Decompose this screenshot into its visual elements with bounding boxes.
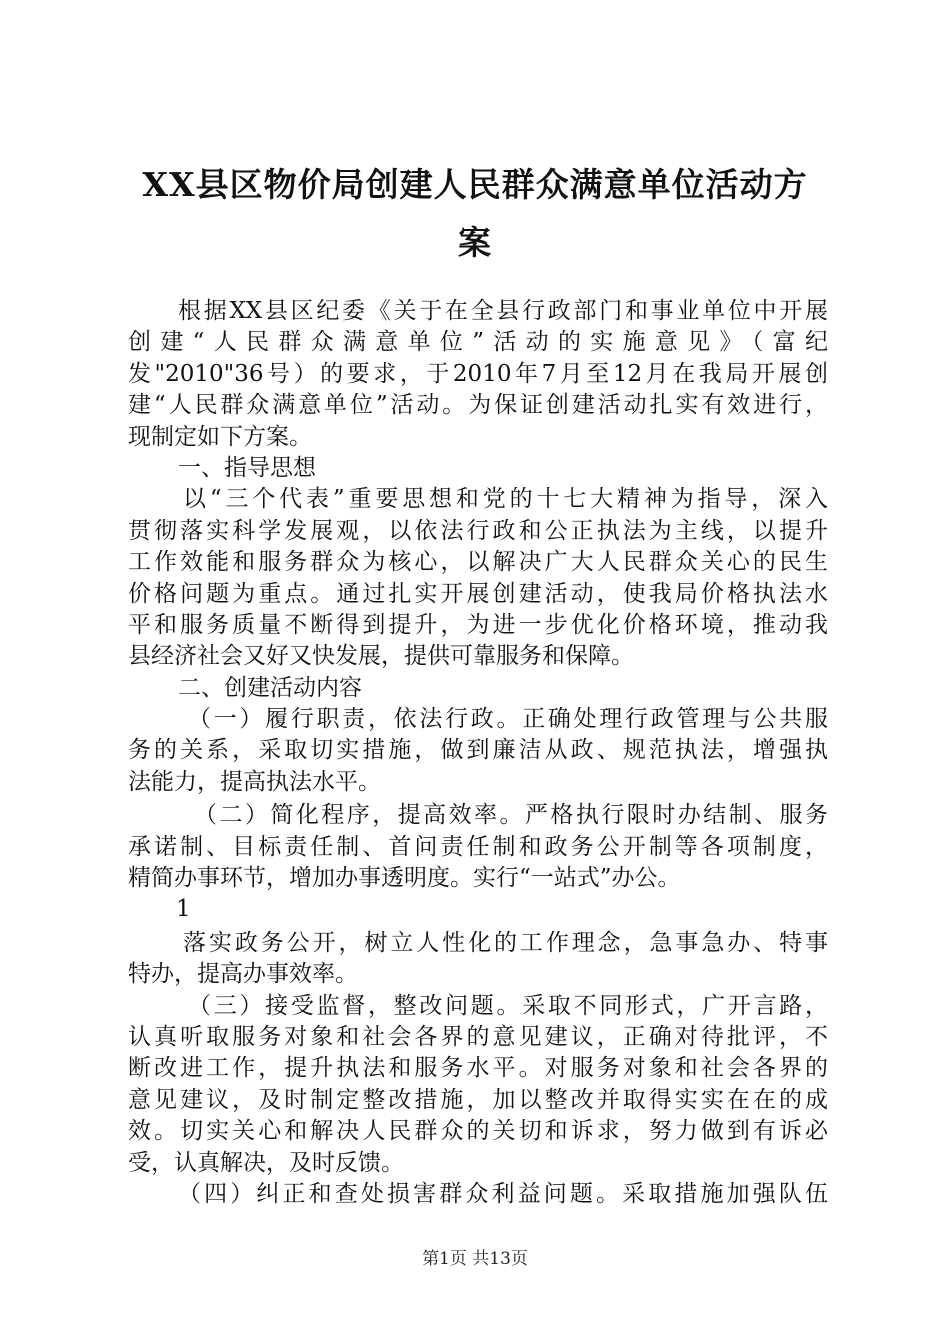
item1-line: 务的关系，采取切实措施，做到廉洁从政、规范执法，增强执 xyxy=(128,737,828,764)
intro-line: 发"2010"36号）的要求，于2010年7月至12月在我局开展创 xyxy=(128,360,828,387)
continuation-line: 特办，提高办事效率。 xyxy=(128,961,358,988)
item3-line: 认真听取服务对象和社会各界的意见建议，正确对待批评，不 xyxy=(128,1023,828,1050)
item4-line: （四）纠正和查处损害群众利益问题。采取措施加强队伍 xyxy=(178,1180,828,1207)
item3-line: 效。切实关心和解决人民群众的关切和诉求，努力做到有诉必 xyxy=(128,1118,828,1145)
intro-line: 根据XX县区纪委《关于在全县行政部门和事业单位中开展 xyxy=(178,298,828,324)
item1-line: 法能力，提高执法水平。 xyxy=(128,768,381,795)
section1-line: 贯彻落实科学发展观，以依法行政和公正执法为主线，以提升 xyxy=(128,517,828,544)
section1-line: 以“三个代表”重要思想和党的十七大精神为指导，深入 xyxy=(183,486,828,513)
document-body xyxy=(128,296,828,1210)
item3-line: 断改进工作，提升执法和服务水平。对服务对象和社会各界的 xyxy=(128,1055,828,1082)
document-title-line-2: 案 xyxy=(458,223,492,262)
intro-line: 创建“人民群众满意单位”活动的实施意见》（富纪 xyxy=(128,329,828,356)
item2-line: 承诺制、目标责任制、首问责任制和政务公开制等各项制度， xyxy=(128,833,828,860)
section-heading-guiding-thought: 一、指导思想 xyxy=(178,454,316,481)
item3-line: 受，认真解决，及时反馈。 xyxy=(128,1149,404,1176)
inline-page-number: 1 xyxy=(176,896,191,923)
item2-line: （二）简化程序，提高效率。严格执行限时办结制、服务 xyxy=(194,802,828,829)
item2-line: 精简办事环节，增加办事透明度。实行“一站式”办公。 xyxy=(128,865,681,892)
document-title-line-1: XX县区物价局创建人民群众满意单位活动方 xyxy=(142,165,808,204)
item3-line: （三）接受监督，整改问题。采取不同形式，广开言路， xyxy=(188,992,828,1019)
item3-line: 意见建议，及时制定整改措施，加以整改并取得实实在在的成 xyxy=(128,1086,828,1113)
continuation-line: 落实政务公开，树立人性化的工作理念，急事急办、特事 xyxy=(183,929,828,956)
intro-line: 建“人民群众满意单位”活动。为保证创建活动扎实有效进行， xyxy=(128,392,828,419)
intro-line: 现制定如下方案。 xyxy=(128,423,312,450)
page-footer: 第1页 共13页 xyxy=(422,1249,528,1269)
item1-line: （一）履行职责，依法行政。正确处理行政管理与公共服 xyxy=(188,706,828,733)
section1-line: 工作效能和服务群众为核心，以解决广大人民群众关心的民生 xyxy=(128,549,828,576)
section1-line: 平和服务质量不断得到提升，为进一步优化价格环境，推动我 xyxy=(128,611,828,638)
section1-line: 县经济社会又好又快发展，提供可靠服务和保障。 xyxy=(128,643,634,670)
section-heading-activity-content: 二、创建活动内容 xyxy=(178,674,362,701)
section1-line: 价格问题为重点。通过扎实开展创建活动，使我局价格执法水 xyxy=(128,580,828,607)
